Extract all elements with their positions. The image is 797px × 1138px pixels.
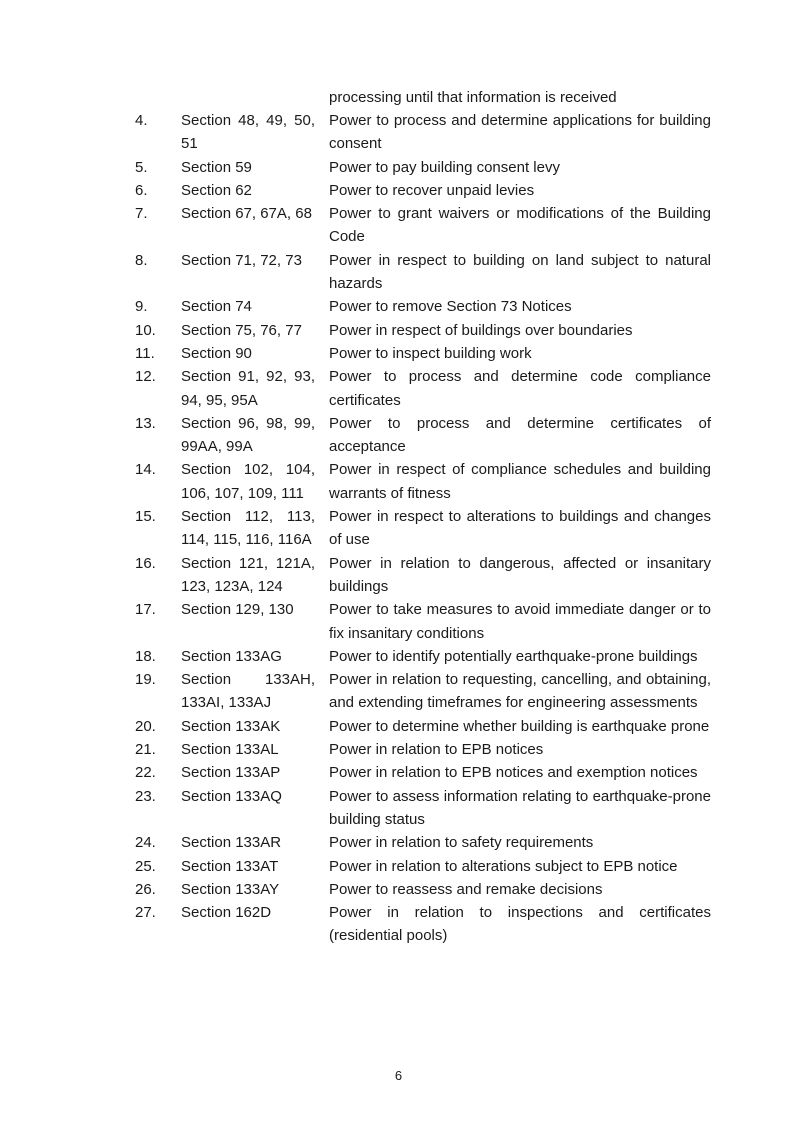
row-number: 5. <box>135 158 148 176</box>
section-reference: Section 102, 104, 106, 107, 109, 111 <box>181 461 315 502</box>
row-number: 11. <box>135 344 155 362</box>
delegations-table <box>135 109 711 948</box>
table-row <box>135 156 711 179</box>
power-description: Power in relation to safety requirements <box>329 834 594 852</box>
power-description: Power to determine whether building is earthquake prone <box>329 717 710 735</box>
table-row <box>135 365 711 412</box>
section-reference: Section 133AG <box>181 647 282 665</box>
power-description: Power in relation to dangerous, affected or insanitary buildings <box>329 554 711 595</box>
row-number: 8. <box>135 251 148 269</box>
power-description: Power in relation to EPB notices and exemption notices <box>329 764 698 782</box>
section-reference: Section 133AP <box>181 764 281 782</box>
section-reference: Section 71, 72, 73 <box>181 251 302 269</box>
table-row <box>135 505 711 552</box>
row-number: 16. <box>135 554 156 572</box>
table-row <box>135 295 711 318</box>
row-number: 24. <box>135 834 156 852</box>
table-row <box>135 831 711 854</box>
power-description: Power to take measures to avoid immediate danger or to fix insanitary conditions <box>329 601 711 642</box>
section-reference: Section 112, 113, 114, 115, 116, 116A <box>181 508 315 549</box>
row-number: 9. <box>135 298 148 316</box>
power-description: Power in relation to EPB notices <box>329 741 544 759</box>
section-reference: Section 75, 76, 77 <box>181 321 302 339</box>
row-number: 4. <box>135 112 148 129</box>
row-number: 14. <box>135 461 156 479</box>
row-number: 12. <box>135 368 156 386</box>
power-description: Power to process and determine applications for building consent <box>329 112 711 153</box>
row-number: 26. <box>135 880 156 898</box>
table-row <box>135 249 711 296</box>
table-row <box>135 901 711 948</box>
section-reference: Section 62 <box>181 181 252 199</box>
section-reference: Section 133AQ <box>181 787 282 805</box>
table-row <box>135 598 711 645</box>
section-reference: Section 133AH, 133AI, 133AJ <box>181 671 315 712</box>
row-number: 18. <box>135 647 156 665</box>
power-description: Power in relation to requesting, cancelling, and obtaining, and extending timeframes for engineering assessments <box>329 671 711 712</box>
row-number: 13. <box>135 414 156 432</box>
table-row <box>135 738 711 761</box>
power-description: Power to assess information relating to earthquake-prone building status <box>329 787 711 828</box>
table-row <box>135 412 711 459</box>
power-description: Power to identify potentially earthquake-prone buildings <box>329 647 698 665</box>
table-row <box>135 342 711 365</box>
section-reference: Section 133AY <box>181 880 280 898</box>
row-number: 23. <box>135 787 156 805</box>
power-description: Power to process and determine code compliance certificates <box>329 368 711 409</box>
section-reference: Section 133AK <box>181 717 281 735</box>
row-number: 17. <box>135 601 156 619</box>
power-description: Power to pay building consent levy <box>329 158 560 176</box>
row-number: 15. <box>135 508 156 526</box>
table-row <box>135 715 711 738</box>
row-number: 20. <box>135 717 156 735</box>
row-number: 10. <box>135 321 156 339</box>
power-description: Power to reassess and remake decisions <box>329 880 603 898</box>
table-row <box>135 109 711 156</box>
table-row <box>135 202 711 249</box>
section-reference: Section 129, 130 <box>181 601 294 619</box>
row-number: 19. <box>135 671 156 689</box>
section-reference: Section 67, 67A, 68 <box>181 205 312 223</box>
table-row <box>135 645 711 668</box>
table-row <box>135 319 711 342</box>
table-row <box>135 668 711 715</box>
row-number: 25. <box>135 857 156 875</box>
section-reference: Section 96, 98, 99, 99AA, 99A <box>181 414 315 456</box>
section-reference: Section 121, 121A, 123, 123A, 124 <box>181 554 315 595</box>
table-row <box>135 855 711 878</box>
power-description: Power in respect to building on land subject to natural hazards <box>329 251 711 293</box>
section-reference: Section 74 <box>181 298 252 316</box>
section-reference: Section 162D <box>181 904 272 922</box>
power-description: Power in respect to alterations to buildings and changes of use <box>329 508 711 549</box>
table-row <box>135 761 711 784</box>
table-row <box>135 878 711 901</box>
power-description: Power in respect of compliance schedules and building warrants of fitness <box>329 461 711 502</box>
power-description: Power in relation to inspections and certificates (residential pools) <box>329 904 711 945</box>
power-description: Power in respect of buildings over boundaries <box>329 321 633 339</box>
section-reference: Section 133AL <box>181 741 279 759</box>
row-number: 21. <box>135 741 156 759</box>
power-description: Power to remove Section 73 Notices <box>329 298 572 316</box>
table-row <box>135 179 711 202</box>
section-reference: Section 59 <box>181 158 252 176</box>
section-reference: Section 90 <box>181 344 252 362</box>
power-description: Power to recover unpaid levies <box>329 181 535 199</box>
power-description: Power in relation to alterations subject to EPB notice <box>329 857 678 875</box>
power-description: Power to inspect building work <box>329 344 532 362</box>
delegations-table-body <box>135 109 711 948</box>
continuation-text: processing until that information is received <box>329 89 617 106</box>
row-number: 27. <box>135 904 156 922</box>
section-reference: Section 133AR <box>181 834 282 852</box>
section-reference: Section 48, 49, 50, 51 <box>181 112 315 153</box>
table-row <box>135 552 711 599</box>
table-row <box>135 458 711 505</box>
power-description: Power to process and determine certificates of acceptance <box>329 414 711 456</box>
power-description: Power to grant waivers or modifications of the Building Code <box>329 205 711 246</box>
page-number: 6 <box>394 1068 403 1083</box>
section-reference: Section 133AT <box>181 857 279 875</box>
row-number: 6. <box>135 181 148 199</box>
section-reference: Section 91, 92, 93, 94, 95, 95A <box>181 368 315 409</box>
table-row <box>135 785 711 832</box>
row-number: 22. <box>135 764 156 782</box>
row-number: 7. <box>135 205 148 223</box>
